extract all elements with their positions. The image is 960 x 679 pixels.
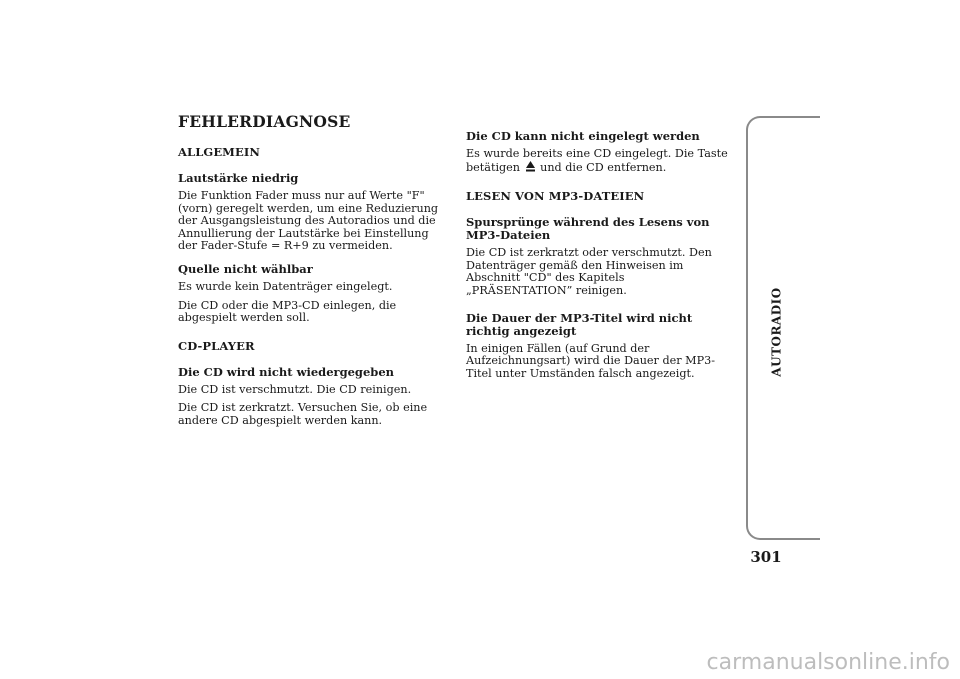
paragraph-eject-text-b: und die CD entfernen. <box>540 160 667 174</box>
left-column <box>178 112 440 434</box>
chapter-tab-text: AUTORADIO <box>770 287 785 377</box>
paragraph-fader: Die Funktion Fader muss nur auf Werte "F" (vorn) geregelt werden, um eine Reduzierung der Ausgangsleistung des Autoradios und die Annullierung der Lautstärke bei Einstellung der Fader-Stufe = R+9 zu vermeiden. <box>178 189 439 253</box>
paragraph-cd-einlegen: Die CD oder die MP3-CD einlegen, die abgespielt werden soll. <box>178 298 397 325</box>
page-number: 301 <box>750 548 782 566</box>
subheading-dauer-mp3: Die Dauer der MP3-Titel wird nicht richtig angezeigt <box>466 310 693 338</box>
paragraph-eject-text-a: Es wurde bereits eine CD eingelegt. Die Taste betätigen <box>466 147 728 174</box>
chapter-tab-label <box>762 287 792 377</box>
section-heading-allgemein: ALLGEMEIN <box>178 145 260 159</box>
paragraph-zerkratzt-verschmutzt: Die CD ist zerkratzt oder verschmutzt. Den Datenträger gemäß den Hinweisen im Abschnitt "CD" des Kapitels „PRÄSENTATION” reinigen. <box>466 246 712 297</box>
subheading-lautstaerke: Lautstärke niedrig <box>178 171 299 185</box>
right-column <box>466 130 728 386</box>
watermark: carmanualsonline.info <box>706 650 950 675</box>
paragraph-kein-datentraeger: Es wurde kein Datenträger eingelegt. <box>178 279 393 293</box>
paragraph-dauer-falsch: In einigen Fällen (auf Grund der Aufzeichnungsart) wird die Dauer der MP3-Titel unter Umständen falsch angezeigt. <box>466 341 716 380</box>
paragraph-cd-zerkratzt: Die CD ist zerkratzt. Versuchen Sie, ob eine andere CD abgespielt werden kann. <box>178 401 428 427</box>
subheading-spurspruenge: Spursprünge während des Lesens von MP3-Dateien <box>466 215 710 243</box>
subheading-cd-nicht-wiedergegeben: Die CD wird nicht wiedergegeben <box>178 364 395 379</box>
paragraph-cd-verschmutzt: Die CD ist verschmutzt. Die CD reinigen. <box>178 382 412 396</box>
eject-icon <box>526 161 535 176</box>
subheading-cd-nicht-eingelegt: Die CD kann nicht eingelegt werden <box>466 129 700 143</box>
section-heading-cd-player: CD-PLAYER <box>178 338 255 353</box>
paragraph-eject <box>466 148 728 175</box>
page-title: FEHLERDIAGNOSE <box>178 112 351 131</box>
subheading-quelle: Quelle nicht wählbar <box>178 261 313 276</box>
section-heading-mp3: LESEN VON MP3-DATEIEN <box>466 189 645 204</box>
